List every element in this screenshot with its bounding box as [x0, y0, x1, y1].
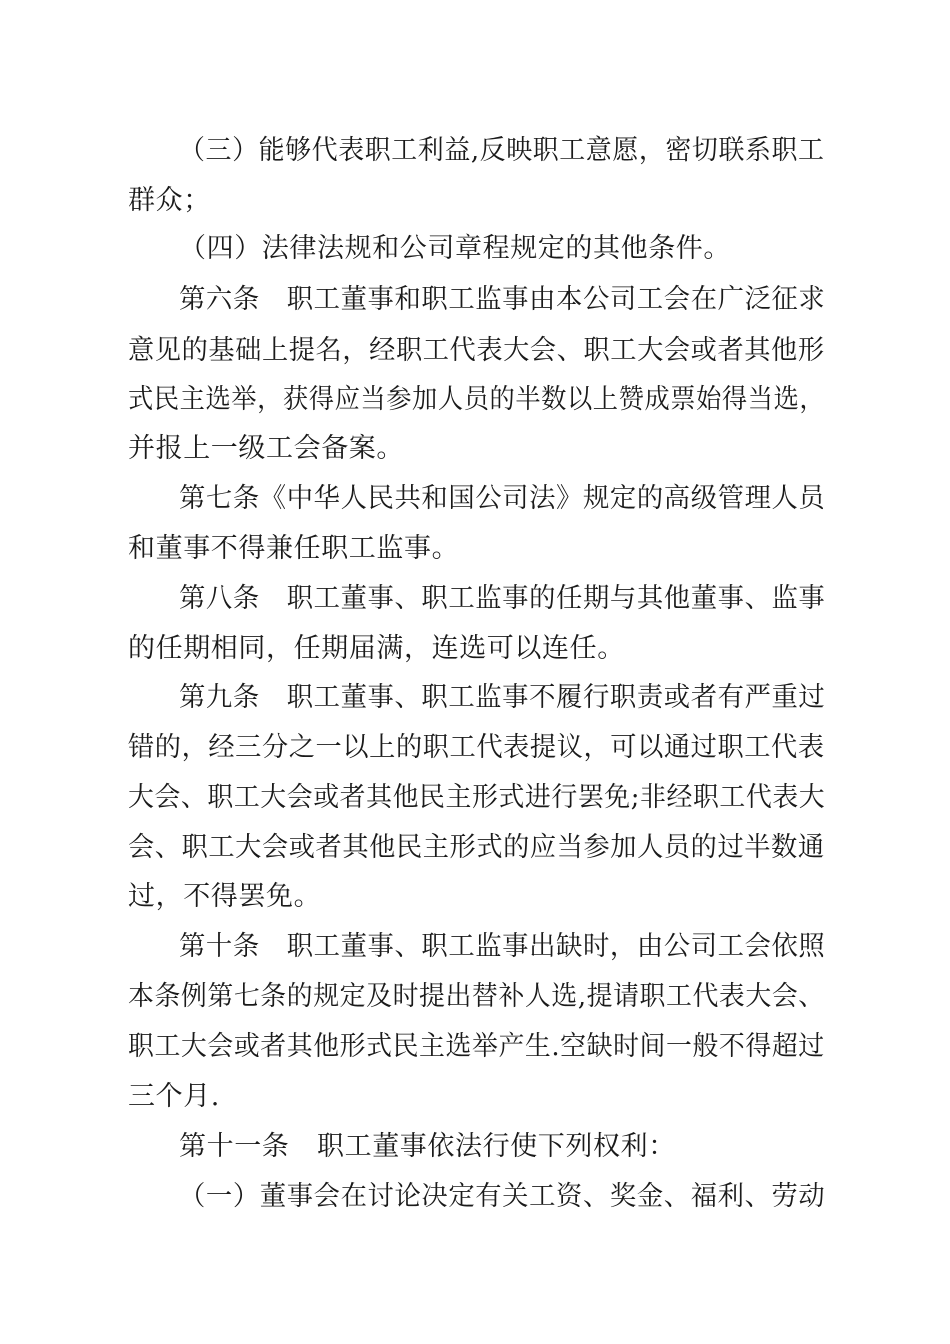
text-line: 和董事不得兼任职工监事。 [128, 533, 460, 564]
text-line: 第七条《中华人民共和国公司法》规定的高级管理人员 [179, 483, 826, 514]
text-line: （四）法律法规和公司章程规定的其他条件。 [179, 233, 731, 264]
text-line: 过，不得罢免。 [128, 881, 322, 912]
text-line: 式民主选举，获得应当参加人员的半数以上赞成票始得当选， [128, 384, 826, 415]
text-line: （三）能够代表职工利益,反映职工意愿，密切联系职工 [179, 135, 825, 166]
text-line: 职工大会或者其他形式民主选举产生.空缺时间一般不得超过 [128, 1031, 825, 1062]
text-line: 第六条 职工董事和职工监事由本公司工会在广泛征求 [179, 284, 826, 315]
text-line: 第十条 职工董事、职工监事出缺时，由公司工会依照 [179, 931, 826, 962]
text-line: 三个月. [128, 1081, 220, 1112]
text-line: 第十一条 职工董事依法行使下列权利： [179, 1131, 676, 1162]
text-line: 错的，经三分之一以上的职工代表提议，可以通过职工代表 [128, 732, 825, 763]
text-line: 大会、职工大会或者其他民主形式进行罢免;非经职工代表大 [128, 782, 826, 813]
text-line: 并报上一级工会备案。 [128, 433, 404, 464]
text-line: 第九条 职工董事、职工监事不履行职责或者有严重过 [179, 682, 826, 713]
text-line: 本条例第七条的规定及时提出替补人选,提请职工代表大会、 [128, 981, 825, 1012]
text-line: （一）董事会在讨论决定有关工资、奖金、福利、劳动 [179, 1181, 826, 1212]
text-line: 意见的基础上提名，经职工代表大会、职工大会或者其他形 [128, 335, 825, 366]
text-line: 群众； [128, 185, 211, 216]
text-line: 的任期相同，任期届满，连选可以连任。 [128, 633, 625, 664]
text-line: 会、职工大会或者其他民主形式的应当参加人员的过半数通 [128, 832, 825, 863]
text-line: 第八条 职工董事、职工监事的任期与其他董事、监事 [179, 583, 826, 614]
